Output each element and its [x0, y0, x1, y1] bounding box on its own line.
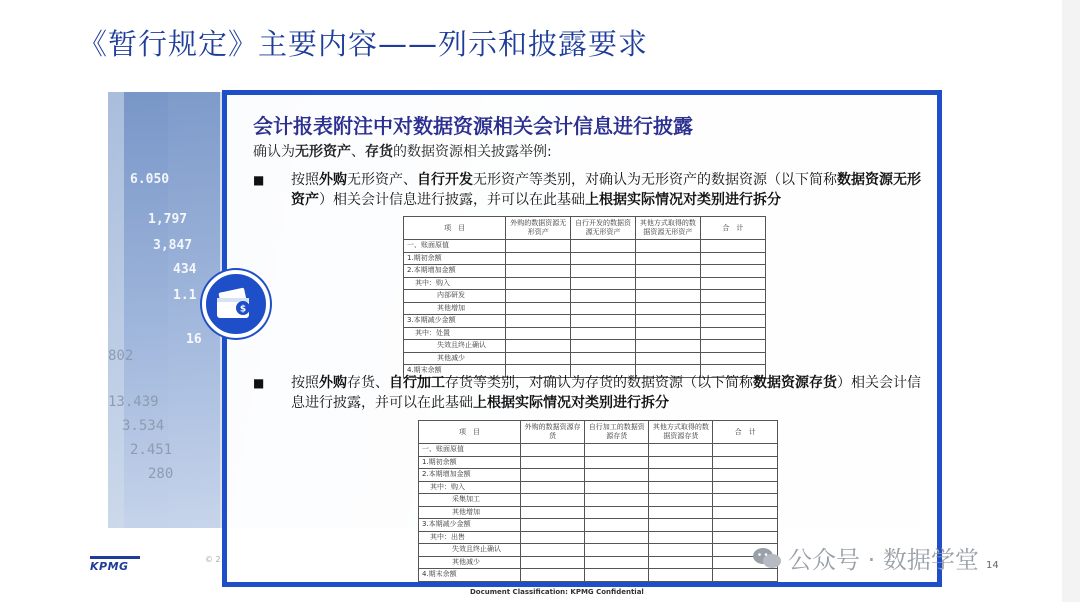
table-cell — [649, 569, 713, 582]
table-header-row — [404, 217, 766, 240]
table-cell — [585, 456, 649, 469]
bullet-run: 按照 — [291, 172, 319, 188]
logo-text: KPMG — [90, 560, 129, 573]
table-cell — [700, 252, 765, 265]
bullet-bold: 外购 — [319, 375, 347, 391]
table-cell — [521, 444, 585, 457]
wallet-icon — [206, 274, 266, 334]
table-cell — [649, 456, 713, 469]
table-cell — [521, 506, 585, 519]
table-cell — [585, 531, 649, 544]
panel-intro — [253, 141, 552, 161]
bullet-run: 无形资产等类别，对确认为无形资产的数据资源（以下简称 — [473, 172, 837, 188]
table-cell — [521, 569, 585, 582]
table-row — [404, 315, 766, 328]
wechat-watermark — [752, 540, 979, 575]
table-row — [419, 569, 778, 582]
table-row — [419, 556, 778, 569]
table-row — [419, 506, 778, 519]
row-label: 2.本期增加金额 — [404, 265, 506, 278]
table-row — [404, 327, 766, 340]
table-row — [419, 519, 778, 532]
bullet-marker: ■ — [253, 376, 265, 390]
table-cell — [713, 494, 778, 507]
table-cell — [521, 469, 585, 482]
table-header-cell: 合 计 — [713, 421, 778, 444]
table-cell — [713, 456, 778, 469]
bullet-text — [291, 170, 931, 210]
table-cell — [506, 277, 571, 290]
row-label: 其他增加 — [419, 506, 521, 519]
table-cell — [649, 531, 713, 544]
table-header-cell: 外购的数据资源存货 — [521, 421, 585, 444]
intro-bold-inventory: 存货 — [365, 144, 393, 160]
table-cell — [521, 456, 585, 469]
table-cell — [506, 327, 571, 340]
photo-number: 16 — [186, 332, 202, 347]
table-cell — [649, 506, 713, 519]
table-cell — [521, 481, 585, 494]
table-cell — [571, 302, 636, 315]
table-cell — [571, 265, 636, 278]
table-row — [419, 494, 778, 507]
finance-icon-badge — [202, 270, 270, 338]
table-row — [404, 340, 766, 353]
table-cell — [635, 315, 700, 328]
intro-bold-intangible: 无形资产 — [295, 144, 351, 160]
row-label: 其他增加 — [404, 302, 506, 315]
table-cell — [649, 444, 713, 457]
table-cell — [571, 290, 636, 303]
row-label: 一、账面原值 — [419, 444, 521, 457]
table-cell — [635, 290, 700, 303]
table-cell — [571, 240, 636, 253]
photo-number: 1.1 — [173, 288, 197, 303]
table-header-cell: 项 目 — [404, 217, 506, 240]
table-row — [419, 469, 778, 482]
table-cell — [585, 544, 649, 557]
table-cell — [700, 290, 765, 303]
table-cell — [521, 556, 585, 569]
photo-number: 13.439 — [108, 394, 159, 410]
table-header-cell: 合 计 — [700, 217, 765, 240]
table-cell — [585, 519, 649, 532]
bullet-bold: 自行加工 — [389, 375, 445, 391]
table-header-cell: 其他方式取得的数据资源存货 — [649, 421, 713, 444]
table-cell — [713, 444, 778, 457]
table-cell — [649, 519, 713, 532]
bullet-run: 存货等类别，对确认为存货的数据资源（以下简称 — [445, 375, 753, 391]
bullet-bold: 数据资源存货 — [753, 375, 837, 391]
table-cell — [713, 481, 778, 494]
table-row — [419, 456, 778, 469]
table-cell — [571, 315, 636, 328]
table-cell — [506, 265, 571, 278]
svg-text:$: $ — [239, 304, 247, 315]
bullet-bold: 数据资源无形资产 — [291, 172, 921, 208]
photo-number: 1,797 — [148, 212, 188, 227]
table-cell — [635, 277, 700, 290]
table-cell — [700, 277, 765, 290]
row-label: 内部研发 — [404, 290, 506, 303]
inventory-disclosure-table — [418, 420, 778, 582]
row-label: 一、账面原值 — [404, 240, 506, 253]
bullet-bold: 上根据实际情况对类别进行拆分 — [473, 395, 669, 411]
slide-title: 《暂行规定》主要内容——列示和披露要求 — [78, 27, 649, 61]
photo-number: 3.534 — [122, 418, 165, 434]
table-cell — [649, 556, 713, 569]
table-cell — [506, 240, 571, 253]
table-header-cell: 项 目 — [419, 421, 521, 444]
document-classification: Document Classification: KPMG Confidential — [470, 588, 644, 596]
table-cell — [635, 302, 700, 315]
table-cell — [521, 494, 585, 507]
table-row — [419, 544, 778, 557]
bullet-run: 按照 — [291, 375, 319, 391]
row-label: 失效且终止确认 — [404, 340, 506, 353]
table-cell — [571, 340, 636, 353]
table-cell — [571, 327, 636, 340]
row-label: 1.期初余额 — [419, 456, 521, 469]
kpmg-logo — [90, 556, 140, 573]
row-label: 4.期末余额 — [419, 569, 521, 582]
table-cell — [585, 569, 649, 582]
row-label: 其中：购入 — [404, 277, 506, 290]
table-row — [419, 481, 778, 494]
table-cell — [713, 506, 778, 519]
bullet-run: ）相关会计信息进行披露，并可以在此基础 — [291, 375, 921, 411]
table-cell — [585, 469, 649, 482]
photo-number: 280 — [148, 466, 174, 482]
bullet-marker: ■ — [253, 173, 265, 187]
table-cell — [635, 327, 700, 340]
page-number: 14 — [986, 560, 999, 571]
logo-bar — [90, 556, 140, 559]
table-cell — [506, 302, 571, 315]
table-cell — [649, 469, 713, 482]
table-row — [404, 265, 766, 278]
table-cell — [635, 352, 700, 365]
table-cell — [635, 240, 700, 253]
table-cell — [713, 519, 778, 532]
right-edge-strip — [1062, 0, 1080, 602]
table-cell — [713, 469, 778, 482]
photo-number: 6.050 — [130, 172, 170, 187]
bullet-bold: 上根据实际情况对类别进行拆分 — [585, 192, 781, 208]
row-label: 2.本期增加金额 — [419, 469, 521, 482]
photo-number: 3,847 — [153, 238, 193, 253]
bullet-bold: 自行开发 — [417, 172, 473, 188]
watermark-text: 公众号 · 数据学堂 — [788, 546, 979, 574]
table-cell — [649, 494, 713, 507]
panel-heading: 会计报表附注中对数据资源相关会计信息进行披露 — [253, 114, 693, 138]
table-cell — [521, 519, 585, 532]
table-cell — [585, 506, 649, 519]
table-header-cell: 自行开发的数据资源无形资产 — [571, 217, 636, 240]
intangible-disclosure-table — [403, 216, 766, 378]
table-cell — [700, 352, 765, 365]
table-cell — [700, 340, 765, 353]
table-header-cell: 自行加工的数据资源存货 — [585, 421, 649, 444]
row-label: 其中：购入 — [419, 481, 521, 494]
intro-text: 、 — [351, 144, 365, 160]
row-label: 其他减少 — [419, 556, 521, 569]
table-row — [404, 302, 766, 315]
row-label: 3.本期减少金额 — [419, 519, 521, 532]
bullet-text — [291, 373, 931, 413]
intro-text: 的数据资源相关披露举例: — [393, 144, 552, 160]
table-cell — [506, 340, 571, 353]
bullet-bold: 外购 — [319, 172, 347, 188]
row-label: 1.期初余额 — [404, 252, 506, 265]
table-cell — [585, 444, 649, 457]
row-label: 其中：处置 — [404, 327, 506, 340]
table-cell — [506, 252, 571, 265]
wechat-icon — [752, 546, 782, 570]
row-label: 3.本期减少金额 — [404, 315, 506, 328]
table-cell — [521, 531, 585, 544]
bullet-run: ）相关会计信息进行披露，并可以在此基础 — [319, 192, 585, 208]
table-cell — [649, 544, 713, 557]
row-label: 4.期末余额 — [404, 365, 506, 378]
table-cell — [700, 302, 765, 315]
table-cell — [635, 340, 700, 353]
row-label: 其他减少 — [404, 352, 506, 365]
table-row — [404, 290, 766, 303]
bullet-run: 无形资产、 — [347, 172, 417, 188]
table-row — [404, 240, 766, 253]
intro-text: 确认为 — [253, 144, 295, 160]
table-row — [404, 352, 766, 365]
table-cell — [700, 327, 765, 340]
footer-copyright: © 2 — [205, 555, 221, 564]
table-cell — [700, 265, 765, 278]
table-row — [419, 531, 778, 544]
table-cell — [585, 481, 649, 494]
table-header-cell: 外购的数据资源无形资产 — [506, 217, 571, 240]
table-cell — [635, 265, 700, 278]
table-row — [404, 252, 766, 265]
table-cell — [635, 252, 700, 265]
photo-number: 2.451 — [130, 442, 173, 458]
photo-number: 802 — [108, 348, 134, 364]
photo-number: 434 — [173, 262, 197, 277]
row-label: 失效且终止确认 — [419, 544, 521, 557]
table-cell — [700, 315, 765, 328]
table-cell — [506, 352, 571, 365]
table-cell — [521, 544, 585, 557]
bullet-run: 存货、 — [347, 375, 389, 391]
table-cell — [506, 290, 571, 303]
row-label: 采集加工 — [419, 494, 521, 507]
table-cell — [700, 240, 765, 253]
table-cell — [585, 556, 649, 569]
table-cell — [571, 277, 636, 290]
table-row — [404, 277, 766, 290]
table-cell — [506, 315, 571, 328]
table-header-cell: 其他方式取得的数据资源无形资产 — [635, 217, 700, 240]
table-row — [419, 444, 778, 457]
row-label: 其中：出售 — [419, 531, 521, 544]
table-cell — [585, 494, 649, 507]
table-cell — [571, 252, 636, 265]
table-header-row — [419, 421, 778, 444]
table-cell — [649, 481, 713, 494]
table-cell — [571, 352, 636, 365]
